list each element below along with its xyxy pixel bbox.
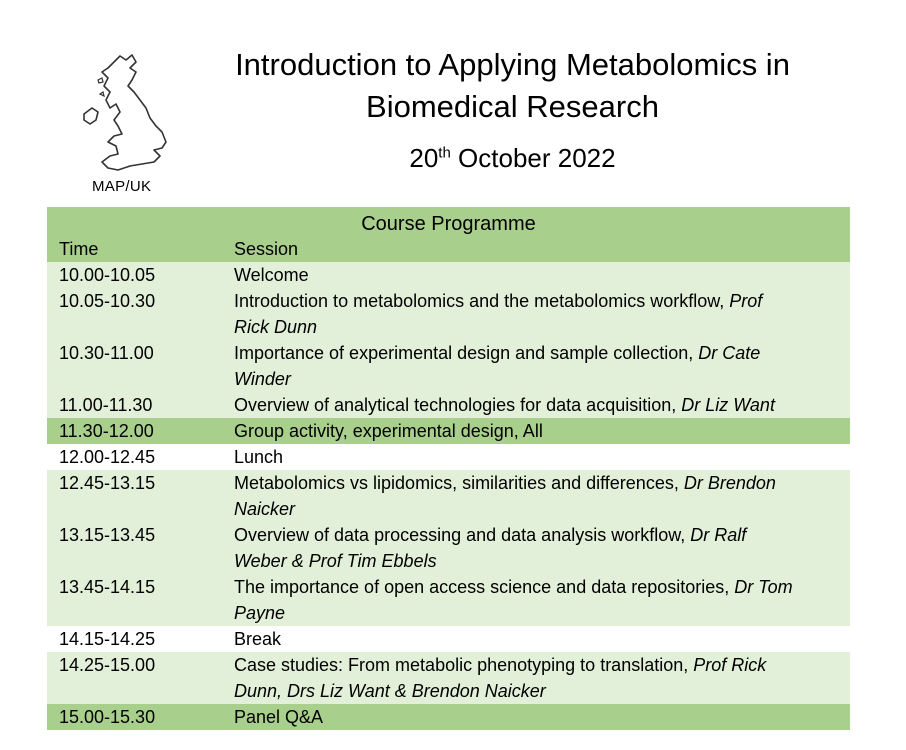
session-line <box>234 392 840 418</box>
session-title: Case studies: From metabolic phenotyping to translation, <box>234 655 694 675</box>
session-title: Panel Q&A <box>234 707 324 727</box>
session-line <box>234 418 840 444</box>
session-title: Group activity, experimental design, All <box>234 421 543 441</box>
session-line <box>234 340 840 366</box>
session-title: Overview of data processing and data analysis workflow, <box>234 525 691 545</box>
session-line <box>234 262 840 288</box>
table-caption: Course Programme <box>361 213 536 235</box>
page-title <box>190 44 835 128</box>
session-line <box>234 704 840 730</box>
session-speaker: Weber & Prof Tim Ebbels <box>234 551 437 571</box>
table-row <box>47 340 850 392</box>
table-header <box>47 207 850 262</box>
map-uk-logo <box>70 50 180 200</box>
event-date <box>190 142 835 174</box>
session-title: Introduction to metabolomics and the metabolomics workflow, <box>234 291 730 311</box>
table-row <box>47 574 850 626</box>
session-line <box>234 522 840 548</box>
table-row <box>47 704 850 730</box>
row-session <box>234 262 850 288</box>
session-speaker: Dr Liz Want <box>681 395 775 415</box>
row-time: 12.45-13.15 <box>59 473 156 493</box>
session-title: Break <box>234 629 282 649</box>
logo-text: MAP/UK <box>92 178 152 195</box>
session-line <box>234 600 840 626</box>
session-speaker: Naicker <box>234 499 296 519</box>
session-title: Lunch <box>234 447 284 467</box>
row-session <box>234 470 850 522</box>
date-rest: October 2022 <box>458 143 616 173</box>
table-row <box>47 522 850 574</box>
row-session <box>234 392 850 418</box>
session-line <box>234 548 840 574</box>
session-speaker: Dunn, Drs Liz Want & Brendon Naicker <box>234 681 546 701</box>
session-speaker: Rick Dunn <box>234 317 318 337</box>
row-time: 10.05-10.30 <box>59 291 156 311</box>
session-title: Welcome <box>234 265 309 285</box>
table-row <box>47 652 850 704</box>
row-session <box>234 444 850 470</box>
date-suffix: th <box>438 144 451 162</box>
session-speaker: Prof Rick <box>693 655 767 675</box>
session-title: Metabolomics vs lipidomics, similarities and differences, <box>234 473 684 493</box>
column-headers <box>47 238 850 262</box>
table-row <box>47 288 850 340</box>
row-time: 10.00-10.05 <box>59 265 156 285</box>
table-row <box>47 262 850 288</box>
column-header-time: Time <box>59 239 99 259</box>
column-header-session: Session <box>234 239 299 259</box>
session-line <box>234 314 840 340</box>
table-row <box>47 444 850 470</box>
programme-table <box>47 207 850 730</box>
row-session <box>234 704 850 730</box>
row-time: 12.00-12.45 <box>59 447 156 467</box>
session-line <box>234 678 840 704</box>
row-session <box>234 418 850 444</box>
session-speaker: Dr Cate <box>698 343 761 363</box>
session-line <box>234 652 840 678</box>
row-time: 14.15-14.25 <box>59 629 156 649</box>
uk-map-icon <box>70 50 180 180</box>
title-line-1: Introduction to Applying Metabolomics in <box>235 47 790 82</box>
row-session <box>234 340 850 392</box>
table-row <box>47 418 850 444</box>
row-time: 14.25-15.00 <box>59 655 156 675</box>
session-line <box>234 626 840 652</box>
session-line <box>234 288 840 314</box>
session-title: Importance of experimental design and sample collection, <box>234 343 699 363</box>
session-line <box>234 574 840 600</box>
session-speaker: Dr Tom <box>734 577 793 597</box>
row-time: 11.30-12.00 <box>59 421 154 441</box>
session-speaker: Dr Ralf <box>690 525 747 545</box>
row-time: 11.00-11.30 <box>59 395 153 415</box>
date-day: 20 <box>409 143 439 173</box>
row-session <box>234 288 850 340</box>
table-row <box>47 626 850 652</box>
session-speaker: Dr Brendon <box>683 473 776 493</box>
row-time: 13.45-14.15 <box>59 577 156 597</box>
table-row <box>47 392 850 418</box>
row-time: 15.00-15.30 <box>59 707 156 727</box>
session-line <box>234 496 840 522</box>
row-time: 10.30-11.00 <box>59 343 154 363</box>
session-line <box>234 366 840 392</box>
title-line-2: Biomedical Research <box>366 89 659 124</box>
row-time: 13.15-13.45 <box>59 525 156 545</box>
session-line <box>234 470 840 496</box>
row-session <box>234 574 850 626</box>
session-speaker: Winder <box>234 369 291 389</box>
session-speaker: Payne <box>234 603 286 623</box>
table-body <box>47 262 850 730</box>
table-row <box>47 470 850 522</box>
session-line <box>234 444 840 470</box>
row-session <box>234 626 850 652</box>
session-title: The importance of open access science and data repositories, <box>234 577 735 597</box>
session-title: Overview of analytical technologies for data acquisition, <box>234 395 682 415</box>
row-session <box>234 522 850 574</box>
row-session <box>234 652 850 704</box>
session-speaker: Prof <box>729 291 763 311</box>
